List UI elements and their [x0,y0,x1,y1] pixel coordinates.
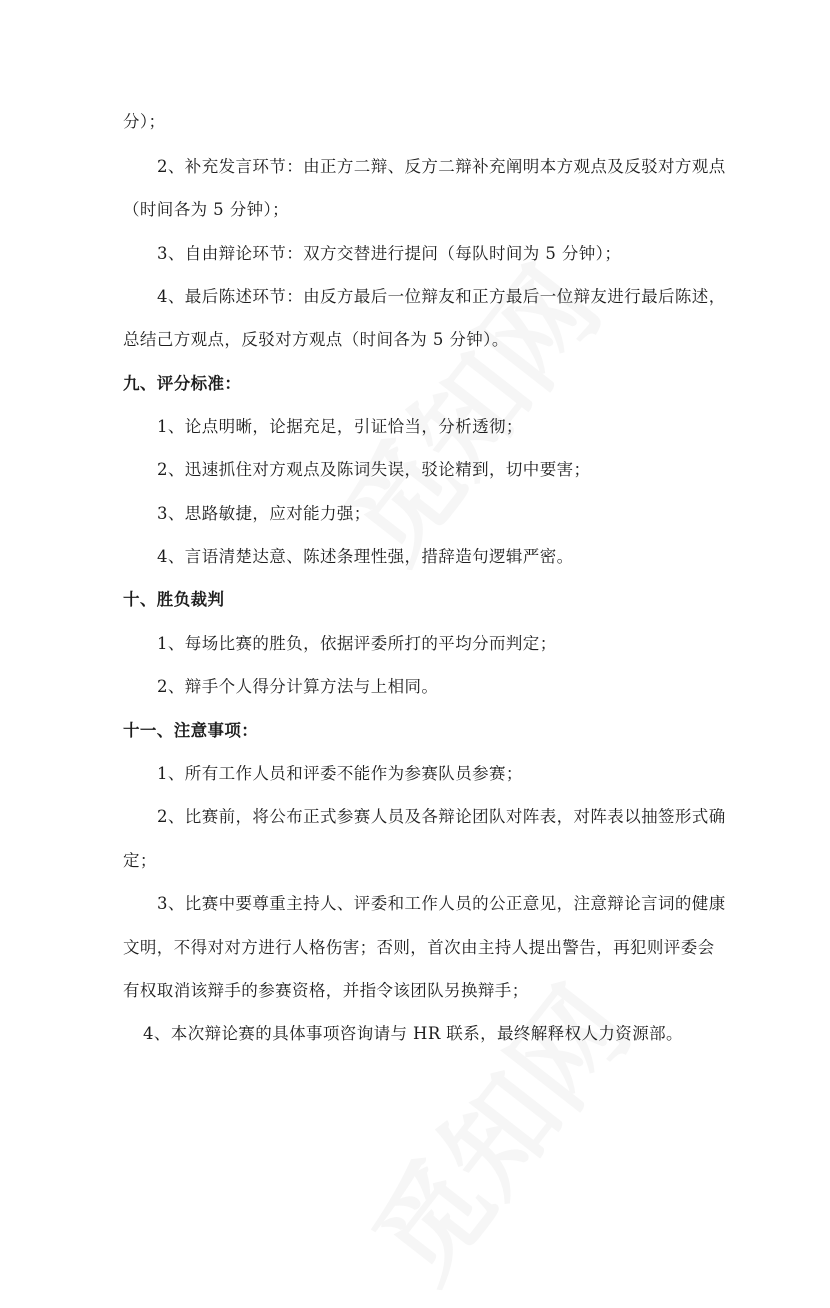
section-heading: 十、胜负裁判 [123,590,225,609]
paragraph-line: 有权取消该辩手的参赛资格，并指令该团队另换辩手； [123,981,529,1000]
paragraph-line: 总结己方观点，反驳对方观点（时间各为 5 分钟）。 [123,330,509,349]
paragraph-line: 文明，不得对对方进行人格伤害；否则，首次由主持人提出警告，再犯则评委会 [123,938,715,957]
paragraph-line: （时间各为 5 分钟）； [123,200,290,219]
list-item: 3、比赛中要尊重主持人、评委和工作人员的公正意见，注意辩论言词的健康 [157,894,726,913]
watermark [331,950,659,1307]
list-item: 2、迅速抓住对方观点及陈词失误，驳论精到，切中要害； [157,460,591,479]
list-item: 2、比赛前，将公布正式参赛人员及各辩论团队对阵表，对阵表以抽签形式确 [157,807,726,826]
section-heading: 九、评分标准： [123,374,242,393]
list-item: 1、所有工作人员和评委不能作为参赛队员参赛； [157,764,523,783]
list-item: 2、辩手个人得分计算方法与上相同。 [157,677,439,696]
list-item: 1、每场比赛的胜负，依据评委所打的平均分而判定； [157,634,557,653]
list-item: 4、本次辩论赛的具体事项咨询请与 HR 联系，最终解释权人力资源部。 [143,1024,683,1043]
list-item: 4、最后陈述环节：由反方最后一位辩友和正方最后一位辩友进行最后陈述， [157,287,726,306]
section-heading: 十一、注意事项： [123,721,259,740]
paragraph-line: 分）； [123,112,166,131]
list-item: 3、思路敏捷，应对能力强； [157,504,371,523]
list-item: 1、论点明晰，论据充足，引证恰当，分析透彻； [157,417,523,436]
list-item: 3、自由辩论环节：双方交替进行提问（每队时间为 5 分钟）； [157,244,622,263]
list-item: 4、言语清楚达意、陈述条理性强，措辞造句逻辑严密。 [157,547,574,566]
list-item: 2、补充发言环节：由正方二辩、反方二辩补充阐明本方观点及反驳对方观点 [157,157,726,176]
watermark [301,230,629,587]
paragraph-line: 定； [123,851,157,870]
